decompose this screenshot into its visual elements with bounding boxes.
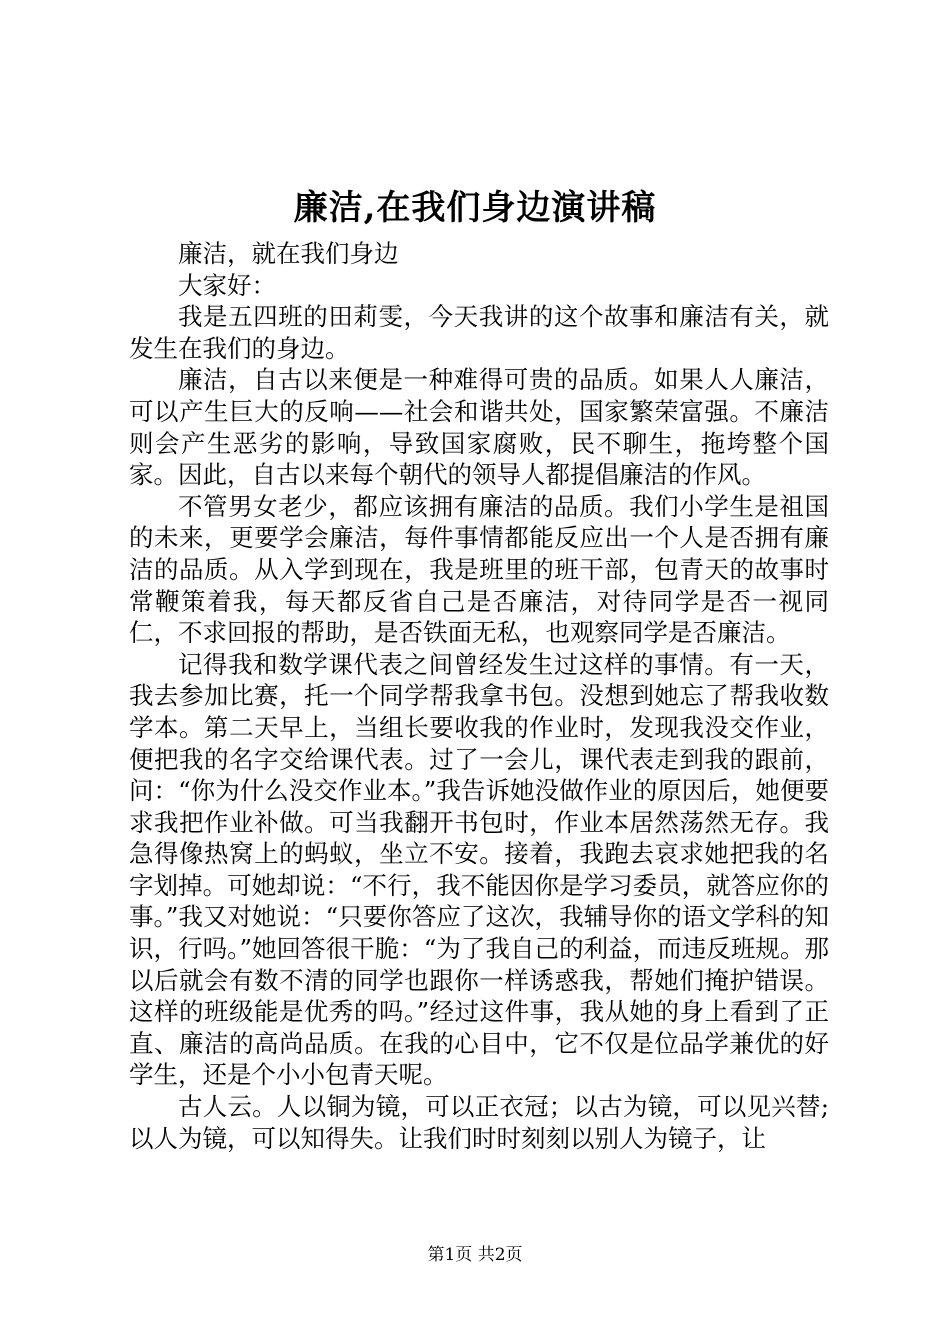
paragraph-intro: 我是五四班的田莉雯，今天我讲的这个故事和廉洁有关，就发生在我们的身边。 — [129, 302, 829, 363]
paragraph-integrity-history: 廉洁，自古以来便是一种难得可贵的品质。如果人人廉洁，可以产生巨大的反响——社会和谐共处，国家繁荣富强。不廉洁则会产生恶劣的影响，导致国家腐败，民不聊生，拖垮整个国家。因此，自古以来每个朝代的领导人都提倡廉洁的作风。 — [129, 365, 829, 490]
paragraph-greeting: 大家好： — [178, 270, 276, 300]
page-footer: 第1页 共2页 — [427, 1245, 523, 1265]
paragraph-ancient-saying: 古人云。人以铜为镜，可以正衣冠；以古为镜，可以见兴替;以人为镜，可以知得失。让我们时时刻刻以别人为镜子，让 — [129, 1092, 829, 1153]
document-title: 廉洁,在我们身边演讲稿 — [293, 188, 657, 228]
paragraph-everyone-integrity: 不管男女老少，都应该拥有廉洁的品质。我们小学生是祖国的未来，更要学会廉洁，每件事情都能反应出一个人是否拥有廉洁的品质。从入学到现在，我是班里的班干部，包青天的故事时常鞭策着我，每天都反省自己是否廉洁，对待同学是否一视同仁，不求回报的帮助，是否铁面无私，也观察同学是否廉洁。 — [129, 491, 829, 648]
paragraph-subtitle: 廉洁，就在我们身边 — [178, 239, 399, 268]
paragraph-story: 记得我和数学课代表之间曾经发生过这样的事情。有一天，我去参加比赛，托一个同学帮我拿书包。没想到她忘了帮我收数学本。第二天早上，当组长要收我的作业时，发现我没交作业，便把我的名字交给课代表。过了一会儿，课代表走到我的跟前，问：“你为什么没交作业本。”我告诉她没做作业的原因后，她便要求我把作业补做。可当我翻开书包时，作业本居然荡然无存。我急得像热窝上的蚂蚁，坐立不安。接着，我跑去哀求她把我的名字划掉。可她却说：“不行，我不能因你是学习委员，就答应你的事。”我又对她说：“只要你答应了这次，我辅导你的语文学科的知识，行吗。”她回答很干脆：“为了我自己的利益，而违反班规。那以后就会有数不清的同学也跟你一样诱惑我，帮她们掩护错误。这样的班级能是优秀的吗。”经过这件事，我从她的身上看到了正直、廉洁的高尚品质。在我的心目中，它不仅是位品学兼优的好学生，还是个小小包青天呢。 — [129, 649, 829, 1090]
document-body — [129, 238, 829, 1154]
